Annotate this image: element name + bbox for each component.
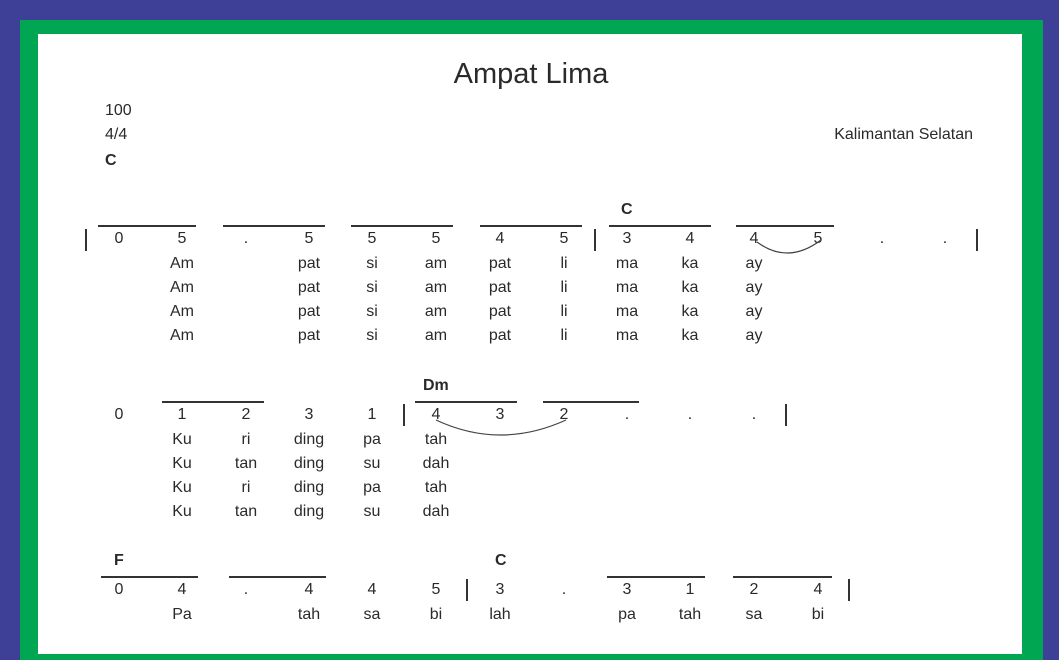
note: 4: [431, 406, 441, 423]
note: 0: [114, 581, 124, 598]
lyric: Ku: [172, 479, 192, 496]
note: .: [879, 230, 885, 247]
lyric: tah: [424, 479, 448, 496]
chord-label: C: [621, 201, 633, 218]
lyric: ma: [615, 327, 639, 344]
slur: [436, 420, 566, 435]
lyric: si: [366, 327, 378, 344]
lyric: dah: [422, 455, 450, 472]
lyric: pa: [618, 606, 636, 623]
lyric: ay: [745, 279, 763, 296]
lyric: tah: [678, 606, 702, 623]
lyric: bi: [429, 606, 443, 623]
lyric: lah: [489, 606, 511, 623]
note: 5: [431, 581, 441, 598]
lyric: pat: [297, 255, 321, 272]
chord-label: Dm: [423, 377, 449, 394]
note: .: [751, 406, 757, 423]
lyric: pat: [488, 279, 512, 296]
lyric: tah: [424, 431, 448, 448]
lyric: Am: [170, 327, 194, 344]
note: 4: [813, 581, 823, 598]
lyric: li: [560, 303, 568, 320]
lyric: am: [424, 279, 448, 296]
tempo: 100: [105, 102, 132, 119]
lyric: am: [424, 255, 448, 272]
note: 5: [431, 230, 441, 247]
note: 4: [367, 581, 377, 598]
lyric: ma: [615, 279, 639, 296]
note: 3: [495, 581, 505, 598]
lyric: ay: [745, 303, 763, 320]
lyric: ka: [681, 327, 699, 344]
note: 4: [685, 230, 695, 247]
start-chord: C: [105, 152, 117, 169]
lyric: pa: [363, 479, 381, 496]
lyric: ma: [615, 255, 639, 272]
lyric: pat: [488, 255, 512, 272]
note: 5: [304, 230, 314, 247]
lyric: ding: [293, 455, 325, 472]
note: 4: [304, 581, 314, 598]
note: 3: [622, 230, 632, 247]
note: 1: [367, 406, 377, 423]
note: .: [243, 581, 249, 598]
lyric: pat: [488, 303, 512, 320]
lyric: pat: [297, 327, 321, 344]
lyric: am: [424, 327, 448, 344]
lyric: Pa: [172, 606, 192, 623]
note: .: [942, 230, 948, 247]
note: 5: [559, 230, 569, 247]
lyric: ka: [681, 303, 699, 320]
lyric: Am: [170, 255, 194, 272]
lyric: su: [363, 503, 381, 520]
lyric: si: [366, 303, 378, 320]
chord-label: F: [114, 552, 124, 569]
lyric: si: [366, 279, 378, 296]
song-origin: Kalimantan Selatan: [834, 126, 973, 143]
lyric: bi: [811, 606, 825, 623]
lyric: ding: [293, 479, 325, 496]
note: 3: [495, 406, 505, 423]
lyric: su: [363, 455, 381, 472]
lyric: dah: [422, 503, 450, 520]
chord-label: C: [495, 552, 507, 569]
lyric: Ku: [172, 455, 192, 472]
lyric: tah: [297, 606, 321, 623]
note: 5: [177, 230, 187, 247]
lyric: li: [560, 279, 568, 296]
lyric: ka: [681, 279, 699, 296]
lyric: si: [366, 255, 378, 272]
note: 4: [749, 230, 759, 247]
note: 1: [177, 406, 187, 423]
note: 2: [749, 581, 759, 598]
lyric: ri: [241, 431, 251, 448]
lyric: ding: [293, 431, 325, 448]
note: .: [624, 406, 630, 423]
note: .: [243, 230, 249, 247]
lyric: Am: [170, 279, 194, 296]
note: 5: [813, 230, 823, 247]
note: 0: [114, 406, 124, 423]
note: 3: [304, 406, 314, 423]
note: .: [687, 406, 693, 423]
lyric: pat: [297, 279, 321, 296]
lyric: am: [424, 303, 448, 320]
lyric: Ku: [172, 503, 192, 520]
lyric: li: [560, 255, 568, 272]
lyric: tan: [234, 503, 258, 520]
lyric: tan: [234, 455, 258, 472]
lyric: li: [560, 327, 568, 344]
lyric: ay: [745, 255, 763, 272]
lyric: pat: [488, 327, 512, 344]
note: 0: [114, 230, 124, 247]
note: .: [561, 581, 567, 598]
lyric: pa: [363, 431, 381, 448]
lyric: ay: [745, 327, 763, 344]
lyric: Ku: [172, 431, 192, 448]
lyric: sa: [745, 606, 763, 623]
lyric: ding: [293, 503, 325, 520]
time-signature: 4/4: [105, 126, 128, 143]
note: 5: [367, 230, 377, 247]
song-title: Ampat Lima: [453, 58, 609, 90]
lyric: sa: [363, 606, 381, 623]
note: 4: [177, 581, 187, 598]
note: 2: [559, 406, 569, 423]
lyric: ma: [615, 303, 639, 320]
lyric: pat: [297, 303, 321, 320]
lyric: Am: [170, 303, 194, 320]
note: 4: [495, 230, 505, 247]
slur: [757, 240, 821, 253]
lyric: ri: [241, 479, 251, 496]
note: 2: [241, 406, 251, 423]
lyric: ka: [681, 255, 699, 272]
note: 3: [622, 581, 632, 598]
note: 1: [685, 581, 695, 598]
